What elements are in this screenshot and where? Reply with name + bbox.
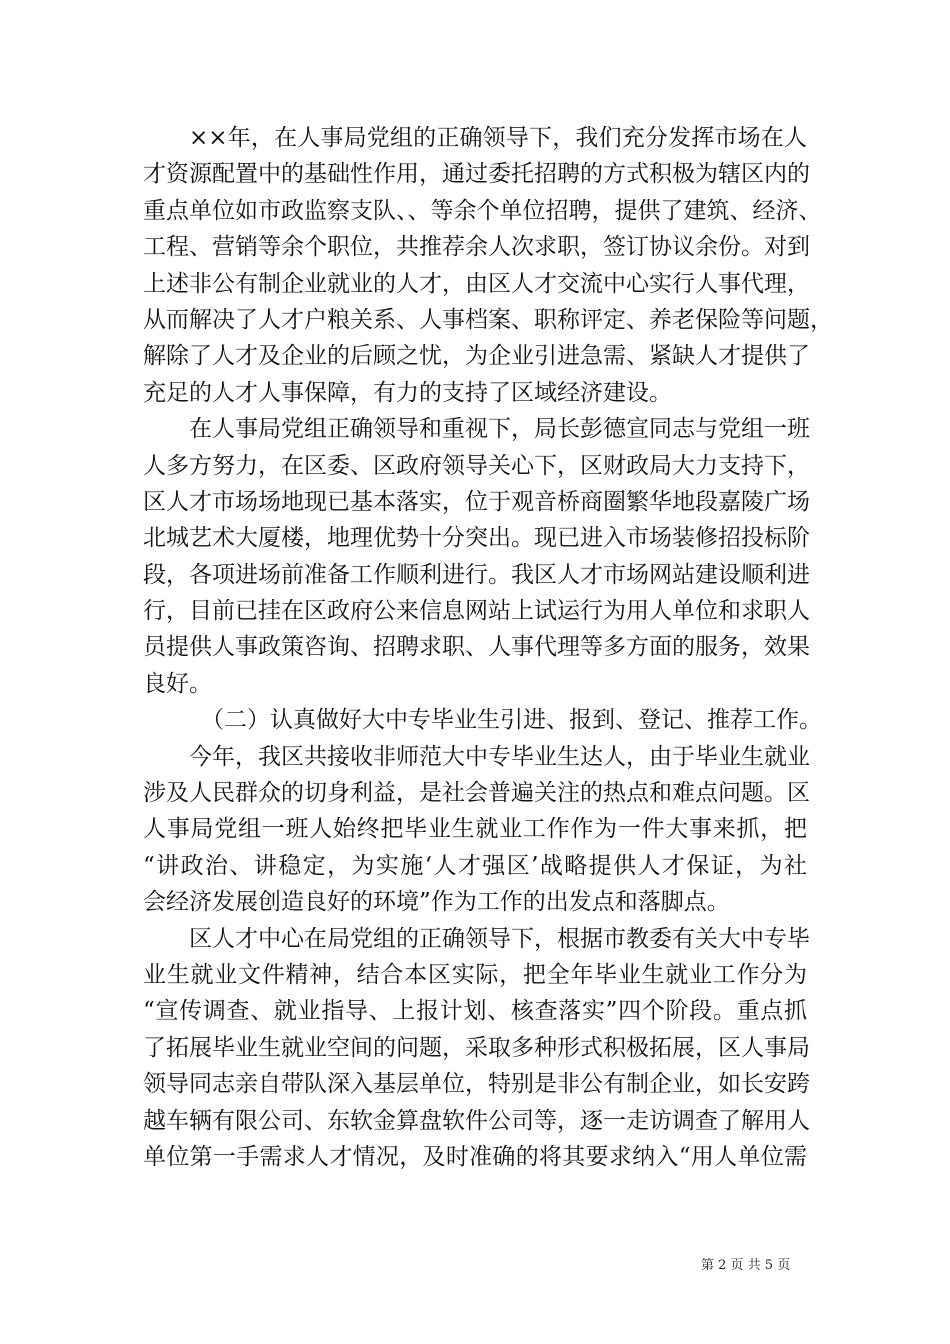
paragraph-line: 才资源配置中的基础性作用，通过委托招聘的方式积极为辖区内的 bbox=[143, 161, 810, 188]
paragraph-line: 在人事局党组正确领导和重视下，局长彭德宣同志与党组一班 bbox=[189, 416, 810, 443]
section-heading bbox=[143, 702, 822, 738]
section-heading-text: （二）认真做好大中专毕业生引进、报到、登记、推荐工作。 bbox=[201, 707, 822, 734]
paragraph-1 bbox=[143, 120, 833, 411]
paragraph-line: ××年，在人事局党组的正确领导下，我们充分发挥市场在人 bbox=[189, 125, 807, 151]
page-number: 第 2 页 共 5 页 bbox=[701, 1258, 791, 1273]
paragraph-4 bbox=[143, 921, 810, 1176]
paragraph-line: 会经济发展创造良好的环境”作为工作的出发点和落脚点。 bbox=[143, 889, 730, 916]
paragraph-line: 单位第一手需求人才情况，及时准确的将其要求纳入“用人单位需 bbox=[143, 1143, 807, 1170]
paragraph-line: 北城艺术大厦楼，地理优势十分突出。现已进入市场装修招投标阶 bbox=[143, 525, 810, 552]
paragraph-line: 今年，我区共接收非师范大中专毕业生达人，由于毕业生就业 bbox=[189, 743, 810, 770]
paragraph-line: 从而解决了人才户粮关系、人事档案、职称评定、养老保险等问题， bbox=[143, 306, 833, 333]
paragraph-line: 行，目前已挂在区政府公来信息网站上试运行为用人单位和求职人 bbox=[143, 598, 810, 625]
paragraph-line: “宣传调查、就业指导、上报计划、核查落实”四个阶段。重点抓 bbox=[143, 998, 807, 1025]
paragraph-line: 区人才市场场地现已基本落实，位于观音桥商圈繁华地段嘉陵广场 bbox=[143, 488, 810, 515]
paragraph-line: 段，各项进场前准备工作顺利进行。我区人才市场网站建设顺利进 bbox=[143, 561, 810, 588]
paragraph-line: 领导同志亲自带队深入基层单位，特别是非公有制企业，如长安跨 bbox=[143, 1071, 810, 1098]
paragraph-line: 人事局党组一班人始终把毕业生就业工作作为一件大事来抓，把 bbox=[143, 816, 807, 843]
paragraph-line: 重点单位如市政监察支队、、等余个单位招聘，提供了建筑、经济、 bbox=[143, 197, 822, 224]
paragraph-line: 充足的人才人事保障，有力的支持了区域经济建设。 bbox=[143, 379, 672, 406]
paragraph-line: 解除了人才及企业的后顾之忧，为企业引进急需、紧缺人才提供了 bbox=[143, 343, 810, 370]
paragraph-2 bbox=[143, 411, 810, 702]
paragraph-line: 了拓展毕业生就业空间的问题，采取多种形式积极拓展，区人事局 bbox=[143, 1034, 810, 1061]
paragraph-line: 良好。 bbox=[143, 670, 212, 697]
document-body bbox=[143, 120, 833, 1175]
paragraph-line: 业生就业文件精神，结合本区实际，把全年毕业生就业工作分为 bbox=[143, 961, 807, 988]
paragraph-3 bbox=[143, 739, 810, 921]
paragraph-line: 员提供人事政策咨询、招聘求职、人事代理等多方面的服务，效果 bbox=[143, 634, 810, 661]
paragraph-line: 人多方努力，在区委、区政府领导关心下，区财政局大力支持下， bbox=[143, 452, 810, 479]
paragraph-line: “讲政治、讲稳定，为实施‘人才强区’战略提供人才保证，为社 bbox=[143, 852, 807, 879]
paragraph-line: 上述非公有制企业就业的人才，由区人才交流中心实行人事代理， bbox=[143, 270, 810, 297]
paragraph-line: 越车辆有限公司、东软金算盘软件公司等，逐一走访调查了解用人 bbox=[143, 1107, 810, 1134]
paragraph-line: 工程、营销等余个职位，共推荐余人次求职，签订协议余份。对到 bbox=[143, 234, 810, 261]
paragraph-line: 区人才中心在局党组的正确领导下，根据市教委有关大中专毕 bbox=[189, 925, 810, 952]
paragraph-line: 涉及人民群众的切身利益，是社会普遍关注的热点和难点问题。区 bbox=[143, 780, 810, 807]
